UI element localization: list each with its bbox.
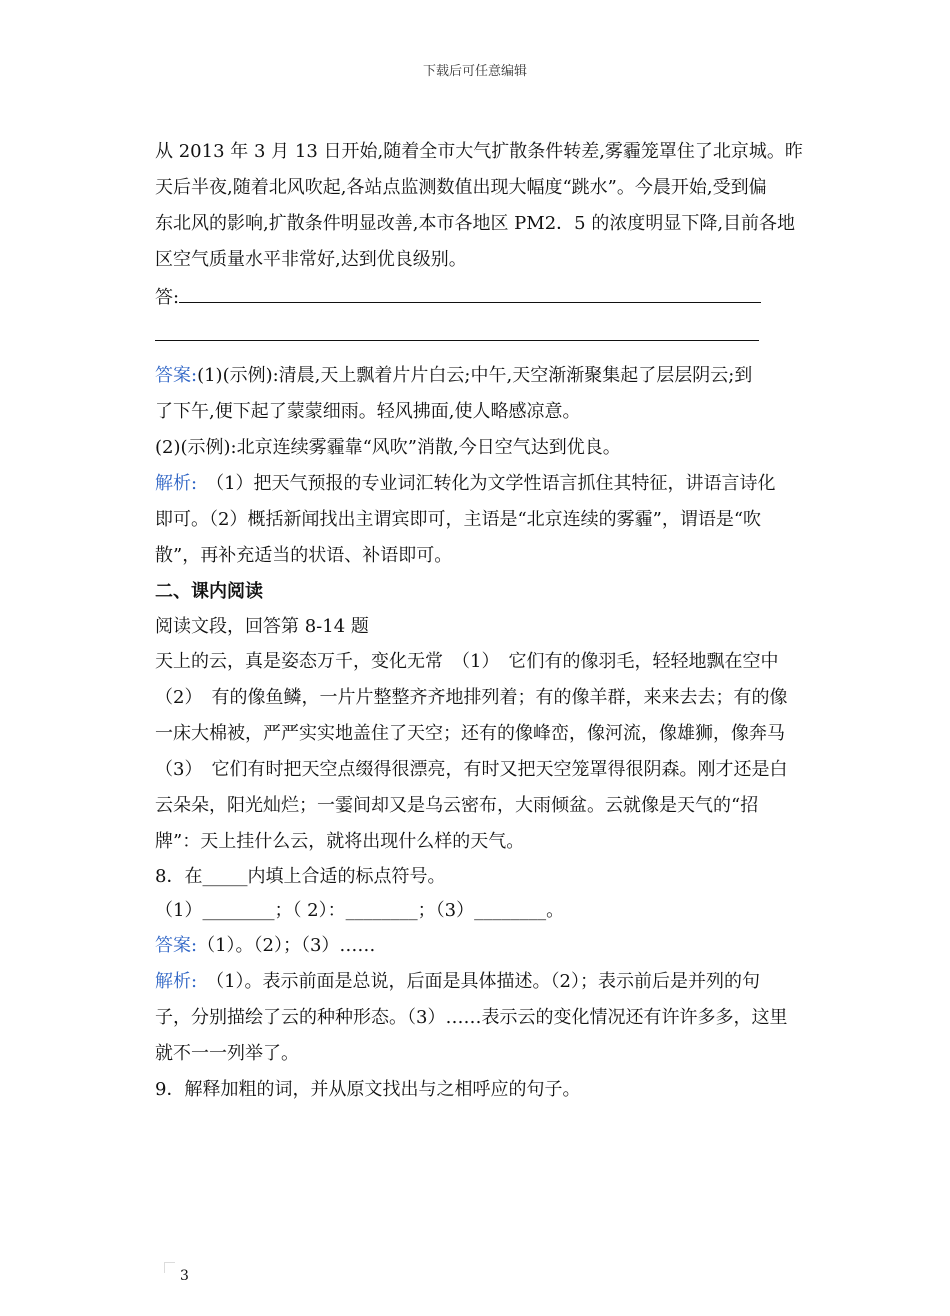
analysis1-line2: 即可。（2）概括新闻找出主谓宾即可，主语是“北京连续的雾霾”，谓语是“吹 — [155, 509, 762, 530]
page-number: 3 — [180, 1268, 189, 1284]
passage-line: 东北风的影响,扩散条件明显改善,本市各地区 PM2．5 的浓度明显下降,目前各地 — [155, 213, 796, 234]
analysis-label: 解析: — [155, 971, 198, 992]
passage-line: 一床大棉被，严严实实地盖住了天空；还有的像峰峦，像河流，像雄狮，像奔马 — [155, 723, 785, 744]
answer-label: 答案: — [155, 365, 198, 386]
analysis1-line3: 散”，再补充适当的状语、补语即可。 — [155, 545, 453, 566]
answer-prompt: 答: — [155, 287, 180, 308]
question-8: 8．在_____内填上合适的标点符号。 — [155, 866, 446, 887]
answer-blank-line-2[interactable] — [155, 318, 759, 341]
passage-line: 牌”：天上挂什么云，就将出现什么样的天气。 — [155, 831, 525, 852]
answer1-line1: 答案:(1)(示例):清晨,天上飘着片片白云;中午,天空渐渐聚集起了层层阴云;到 — [155, 365, 753, 386]
answer-blank-line[interactable] — [179, 284, 761, 303]
passage-line: 天后半夜,随着北风吹起,各站点监测数值出现大幅度“跳水”。今晨开始,受到偏 — [155, 177, 767, 198]
passage-line: 天上的云，真是姿态万千，变化无常 （1） 它们有的像羽毛，轻轻地飘在空中 — [155, 651, 779, 672]
passage-line: 区空气质量水平非常好,达到优良级别。 — [155, 249, 467, 270]
passage-top — [155, 134, 805, 278]
passage-line: （3） 它们有时把天空点缀得很漂亮，有时又把天空笼罩得很阴森。刚才还是白 — [155, 759, 788, 780]
question-9: 9．解释加粗的词，并从原文找出与之相呼应的句子。 — [155, 1079, 581, 1100]
page-header: 下载后可任意编辑 — [422, 64, 527, 79]
passage-line: 从 2013 年 3 月 13 日开始,随着全市大气扩散条件转差,雾霾笼罩住了北京城。昨 — [155, 141, 803, 162]
answer-blank-row — [155, 318, 805, 352]
answer1-line3: (2)(示例):北京连续雾霾靠“风吹”消散,今日空气达到优良。 — [155, 437, 621, 458]
section-instruction: 阅读文段，回答第 8-14 题 — [155, 616, 369, 637]
answer-label: 答案: — [155, 935, 198, 956]
reading-passage — [155, 644, 805, 860]
question-8-blanks[interactable]: （1）________；（ 2）：________；（3）________。 — [155, 900, 565, 921]
analysis8-line3: 就不一一列举了。 — [155, 1043, 299, 1064]
passage-line: 云朵朵，阳光灿烂；一霎间却又是乌云密布，大雨倾盆。云就像是天气的“招 — [155, 795, 759, 816]
answer-prompt-row — [155, 278, 805, 318]
section-title: 二、课内阅读 — [155, 581, 263, 602]
analysis8-line2: 子，分别描绘了云的种种形态。（3）……表示云的变化情况还有许许多多，这里 — [155, 1007, 788, 1028]
analysis1-line1: 解析: （1）把天气预报的专业词汇转化为文学性语言抓住其特征，讲语言诗化 — [155, 473, 776, 494]
answer8-line: 答案:（1）。（2）；（3）…… — [155, 935, 376, 956]
corner-mark — [164, 1262, 175, 1273]
answer1-line2: 了下午,便下起了蒙蒙细雨。轻风拂面,使人略感凉意。 — [155, 401, 581, 422]
analysis8-line1: 解析: （1）。表示前面是总说，后面是具体描述。（2）；表示前后是并列的句 — [155, 971, 760, 992]
document-body — [155, 134, 805, 1108]
analysis-label: 解析: — [155, 473, 198, 494]
passage-line: （2） 有的像鱼鳞，一片片整整齐齐地排列着；有的像羊群，来来去去；有的像 — [155, 687, 788, 708]
